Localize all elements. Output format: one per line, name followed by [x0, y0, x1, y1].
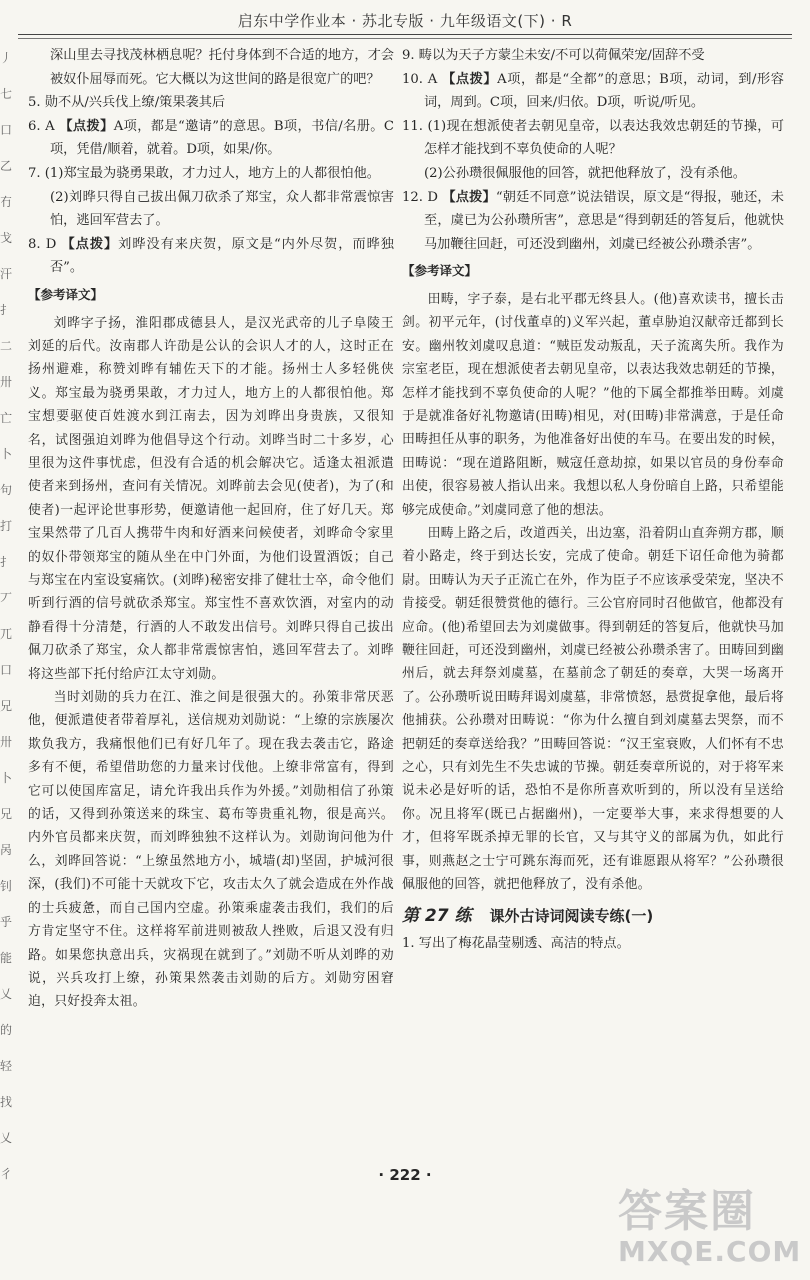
answer-6-text: A项，都是“邀请”的意思。B项，书信/名册。C项，凭借/顺着，就着。D项，如果/你。: [50, 118, 394, 158]
answer-5: 5. 勋不从/兴兵伐上缭/策果袭其后: [28, 95, 226, 111]
watermark-text: 答案圈: [618, 1186, 756, 1237]
answer-continuation: 深山里去寻找茂林栖息呢？托付身体到不合适的地方，才会被奴仆屈辱而死。它大概以为这世间的路是很宽广的吧？: [50, 48, 394, 87]
section-answer-1: 1. 写出了梅花晶莹剔透、高洁的特点。: [402, 936, 630, 952]
gutter-char: 扌: [0, 303, 13, 317]
running-header: 启东中学作业本 · 苏北专版 · 九年级语文(下) · R: [237, 12, 573, 30]
answer-12-num: 12. D: [402, 189, 438, 205]
gutter-char: 乙: [0, 159, 13, 173]
gutter-char: 卅: [0, 375, 13, 389]
gutter-char: 呙: [0, 843, 13, 857]
translation-paragraph: 田畴上路之后，改道西关，出边塞，沿着阴山直奔朔方郡，顺着小路走，终于到达长安，完成了使命。朝廷下诏任命他为骑都尉。田畴认为天子正流亡在外，作为臣子不应该承受荣宠，坚决不肯接受。朝廷很赞赏他的德行。三公官府同时召他做官，他都没有应命。(他)希望回去为刘虞做事。得到朝廷的答复后，他就快马加鞭往回赶，可还没到幽州，刘虞已经被公孙瓒杀害了。田畴回到幽州后，就去拜祭刘虞墓，在墓前念了朝廷的奏章，大哭一场离开了。公孙瓒听说田畴拜谒刘虞墓，非常愤怒，悬赏捉拿他，最后将他捕获。公孙瓒对田畴说：“你为什么擅自到刘虞墓去哭祭，而不把朝廷的奏章送给我？”田畴回答说：“汉王室衰败，人们怀有不忠之心，只有刘先生不失忠诚的节操。朝廷奏章所说的，对于将军来说未必是好听的话，恐怕不是你所喜欢听到的，所以没有呈送给你。况且将军(既已占据幽州)，一定要举大事，来求得想要的人才，但将军既杀掉无罪的长官，又与其守义的部属为仇，如此行事，则燕赵之士宁可跳东海而死，还有谁愿跟从将军？”公孙瓒很佩服他的回答，就把他释放了，没有杀他。: [402, 526, 784, 893]
tip-tag: 【点拨】: [442, 71, 498, 87]
gutter-char: 找: [0, 1095, 13, 1109]
gutter-char: 亡: [0, 411, 13, 425]
gutter-bleed-text: [0, 40, 14, 1181]
gutter-char: 口: [0, 663, 13, 677]
gutter-char: 丆: [0, 591, 13, 605]
gutter-char: 卜: [0, 447, 13, 461]
gutter-char: 扌: [0, 555, 13, 569]
section-title: 课外古诗词阅读专练(一): [489, 906, 654, 925]
gutter-char: 卜: [0, 771, 13, 785]
translation-paragraph: 刘晔字子扬，淮阳郡成德县人，是汉光武帝的儿子阜陵王刘延的后代。汝南郡人许劭是公认的会识人才的人，这时正在扬州避难，称赞刘晔有辅佐天下的才能。扬州士人多轻佻侠义。郑宝最为骁勇果敢，才力过人，地方上的人都很怕他。郑宝想要驱使百姓渡水到江南去，因为刘晔出身贵族，又很知名，试图强迫刘晔为他倡导这个行动。刘晔当时二十多岁，心里很为这件事忧虑，但没有合适的机会解决它。适逢太祖派遣使者来到扬州，查问有关情况。刘晔前去会见(使者)，为了(和使者)一起评论世事形势，便邀请他一起回府，住了好几天。郑宝果然带了几百人携带牛肉和好酒来问候使者，刘晔命令家里的奴仆带领郑宝的随从坐在中门外面，为他们设置酒饭；自己与郑宝在内室设宴痛饮。(刘晔)秘密安排了健壮士卒，命令他们听到行酒的信号就砍杀郑宝。郑宝性不喜欢饮酒，对室内的动静看得十分清楚，行酒的人不敢发出信号。刘晔只得自己拔出佩刀砍杀了郑宝，众人都非常震惊害怕，逃回军营去了。刘晔将这些部下托付给庐江太守刘勋。: [28, 315, 394, 682]
gutter-char: 兀: [0, 627, 13, 641]
page-number: · 222 ·: [378, 1166, 432, 1184]
translation-paragraph: 当时刘勋的兵力在江、淮之间是很强大的。孙策非常厌恶他，便派遣使者带着厚礼，送信规劝刘勋说：“上缭的宗族屡次欺负我方，我痛恨他们已有好几年了。现在我去袭击它，路途多有不便，希望借助您的力量来讨伐他。上缭非常富有，得到它可以使国库富足，请允许我出兵作为外援。”刘勋相信了孙策的话，又得到孙策送来的珠宝、葛布等贵重礼物，很是高兴。内外官员都来庆贺，而刘晔独独不这样认为。刘勋询问他为什么，刘晔回答说：“上缭虽然地方小，城墙(却)坚固，护城河很深，(我们)不可能十天就攻下它，攻击太久了就会造成在外作战的士兵疲惫，而自己国内空虚。孙策乘虚袭击我们，我们的后方肯定坚守不住。这样将军前进则被敌人挫败，后退又没有归路。如果您执意出兵，灾祸现在就到了。”刘勋不听从刘晔的劝说，兴兵攻打上缭，孙策果然袭击刘勋的后方。刘勋穷困窘迫，只好投奔太祖。: [28, 690, 394, 1010]
answer-12: [402, 186, 784, 257]
reference-translation-heading: 【参考译文】: [402, 263, 478, 279]
answer-8-text: 刘晔没有来庆贺，原文是“内外尽贺，而晔独否”。: [50, 236, 394, 276]
gutter-char: 卅: [0, 735, 13, 749]
translation-paragraph: 田畴，字子泰，是右北平郡无终县人。(他)喜欢读书，擅长击剑。初平元年，(讨伐董卓的)义军兴起，董卓胁迫汉献帝迁都到长安。幽州牧刘虞叹息道：“贼臣发动叛乱，天子流离失所。我作为宗室老臣，现在想派使者去朝见皇帝，以表达我效忠朝廷的节操，怎样才能找到不辜负使命的人呢？”他的下属全都推举田畴。刘虞于是就准备好礼物邀请(田畴)相见，对(田畴)非常满意，于是任命田畴担任从事的职务，为他准备好出使的车马。在要出发的时候，田畴说：“现在道路阻断，贼寇任意劫掠，如果以官员的身份奉命出使，很容易被人指认出来。我想以私人身份暗自上路，只希望能够完成使命。”刘虞同意了他的想法。: [402, 291, 784, 518]
gutter-char: 钊: [0, 879, 13, 893]
gutter-char: 七: [0, 87, 13, 101]
gutter-char: 兄: [0, 807, 13, 821]
gutter-char: 冇: [0, 195, 13, 209]
header-rule-thin: [18, 38, 792, 39]
watermark-logo: [618, 1186, 802, 1274]
header-rule: [18, 34, 792, 35]
answer-10-num: 10. A: [402, 71, 438, 87]
answer-11-2: (2)公孙瓒很佩服他的回答，就把他释放了，没有杀他。: [424, 165, 746, 181]
answer-8: [28, 233, 394, 280]
gutter-char: 乎: [0, 915, 13, 929]
reference-translation-heading: 【参考译文】: [28, 286, 104, 302]
answer-7-1: 7. (1)郑宝最为骁勇果敢，才力过人，地方上的人都很怕他。: [28, 165, 380, 181]
gutter-char: 口: [0, 123, 13, 137]
section-heading: [402, 905, 784, 929]
watermark-url: MXQE.COM: [618, 1235, 802, 1268]
tip-tag: 【点拨】: [59, 118, 114, 134]
right-column: [402, 44, 784, 956]
gutter-char: 乂: [0, 987, 13, 1001]
gutter-char: 彳: [0, 1167, 13, 1181]
gutter-char: 汗: [0, 267, 13, 281]
gutter-char: 打: [0, 519, 13, 533]
answer-6: [28, 115, 394, 162]
answer-7-2: (2)刘晔只得自己拔出佩刀砍杀了郑宝，众人都非常震惊害怕，逃回军营去了。: [50, 189, 394, 229]
tip-tag: 【点拨】: [442, 189, 496, 205]
gutter-char: 的: [0, 1023, 13, 1037]
answer-8-num: 8. D: [28, 236, 57, 252]
gutter-char: 乂: [0, 1131, 13, 1145]
gutter-char: 丿: [0, 51, 13, 65]
answer-12-text: “朝廷不同意”说法错误，原文是“得报，驰还，未至，虞已为公孙瓒所害”，意思是“得到朝廷的答复后，他就快马加鞭往回赶，可还没到幽州，刘虞已经被公孙瓒杀害”。: [424, 189, 784, 252]
gutter-char: 二: [0, 339, 13, 353]
gutter-char: 轻: [0, 1059, 13, 1073]
gutter-char: 能: [0, 951, 13, 965]
answer-10: [402, 68, 784, 115]
answer-10-text: A项，都是“全都”的意思；B项，动词，到/形容词，周到。C项，回来/归依。D项，听说/听见。: [424, 71, 784, 111]
answer-9: 9. 畴以为天子方蒙尘未安/不可以荷佩荣宠/固辞不受: [402, 48, 705, 63]
tip-tag: 【点拨】: [61, 236, 119, 252]
answer-6-num: 6. A: [28, 118, 55, 134]
left-column: [28, 44, 394, 1014]
gutter-char: 句: [0, 483, 13, 497]
section-label: 第 27 练: [402, 905, 472, 926]
gutter-char: 兄: [0, 699, 13, 713]
answer-11-1: 11. (1)现在想派使者去朝见皇帝，以表达我效忠朝廷的节操，可怎样才能找到不辜负使命的人呢？: [402, 118, 784, 158]
gutter-char: 戈: [0, 231, 13, 245]
